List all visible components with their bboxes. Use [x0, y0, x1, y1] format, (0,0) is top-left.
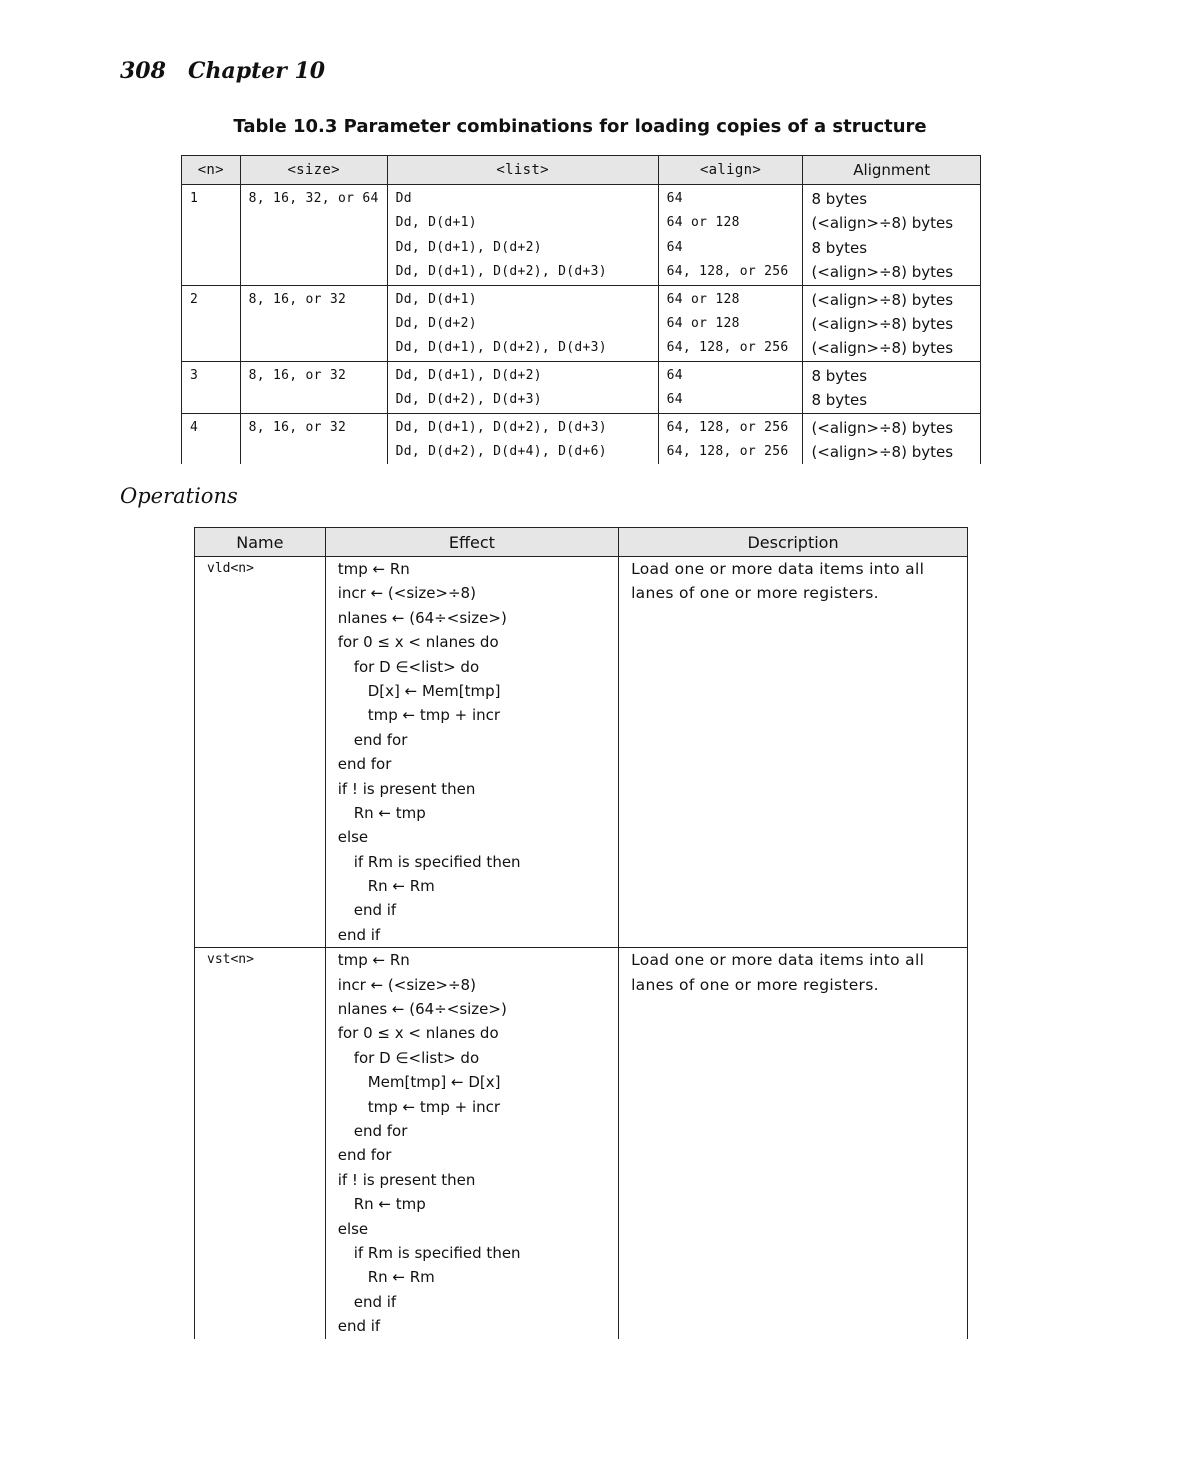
list-value: Dd, D(d+2) [395, 315, 477, 331]
alignment-value: 8 bytes [811, 190, 868, 208]
alignment-value: (<align>÷8) bytes [811, 442, 954, 461]
operations-table [194, 527, 968, 1339]
alignment-value: (<align>÷8) bytes [811, 263, 954, 282]
effect-line: end for [337, 1146, 392, 1165]
effect-line: tmp ← Rn [337, 951, 410, 970]
table-row [195, 948, 968, 1339]
page-header [120, 58, 325, 84]
alignment-cell [803, 413, 981, 464]
op-description: Load one or more data items into all lanes of one or more registers. [619, 948, 968, 1339]
n-cell [182, 185, 241, 286]
alignment-cell [803, 285, 981, 361]
align-value: 64, 128, or 256 [666, 419, 789, 435]
size-cell [240, 361, 387, 413]
list-value: Dd, D(d+1), D(d+2) [395, 367, 542, 383]
op-effect [325, 948, 618, 1339]
table-row [182, 413, 981, 464]
alignment-value: 8 bytes [811, 391, 868, 410]
effect-line: end if [353, 901, 397, 920]
n-value: 4 [190, 419, 199, 435]
alignment-value: 8 bytes [811, 238, 868, 257]
effect-line: tmp ← Rn [337, 560, 410, 578]
effect-line: Rn ← Rm [367, 877, 435, 896]
effect-line: tmp ← tmp + incr [367, 706, 501, 725]
list-value: Dd, D(d+1), D(d+2), D(d+3) [395, 340, 607, 356]
table-row [195, 557, 968, 948]
effect-line: if ! is present then [337, 1170, 476, 1189]
align-cell [658, 361, 803, 413]
op-description: Load one or more data items into all lanes of one or more registers. [619, 557, 968, 948]
n-value: 2 [190, 291, 199, 307]
list-value: Dd [395, 191, 412, 206]
effect-line: incr ← (<size>÷8) [337, 584, 476, 603]
align-value: 64 [666, 367, 683, 383]
list-cell [387, 413, 658, 464]
header-name: Name [195, 528, 326, 557]
effect-line: else [337, 828, 369, 847]
alignment-value: 8 bytes [811, 366, 868, 385]
align-value: 64 or 128 [666, 291, 740, 307]
size-value: 8, 16, or 32 [248, 419, 347, 435]
effect-line: end for [353, 1121, 408, 1140]
list-value: Dd, D(d+1), D(d+2), D(d+3) [395, 419, 607, 435]
parameter-table-header-row [182, 156, 981, 185]
effect-line: end for [337, 755, 392, 774]
table-row [182, 361, 981, 413]
header-effect: Effect [325, 528, 618, 557]
list-cell [387, 185, 658, 286]
effect-line: if ! is present then [337, 779, 476, 798]
effect-line: D[x] ← Mem[tmp] [367, 681, 501, 700]
effect-line: Rn ← Rm [367, 1268, 435, 1287]
effect-line: for 0 ≤ x < nlanes do [337, 1024, 499, 1043]
effect-line: end if [337, 925, 381, 944]
size-value: 8, 16, or 32 [248, 367, 347, 383]
header-alignment: Alignment [803, 156, 981, 185]
effect-line: nlanes ← (64÷<size>) [337, 608, 507, 627]
size-value: 8, 16, 32, or 64 [248, 191, 379, 206]
n-cell [182, 413, 241, 464]
header-description: Description [619, 528, 968, 557]
align-value: 64 [666, 191, 683, 206]
chapter-title: Chapter 10 [187, 58, 326, 84]
align-value: 64 [666, 239, 683, 255]
alignment-value: (<align>÷8) bytes [811, 314, 954, 333]
section-title: Operations [120, 484, 238, 508]
list-cell [387, 361, 658, 413]
n-cell [182, 285, 241, 361]
alignment-value: (<align>÷8) bytes [811, 290, 954, 309]
align-cell [658, 285, 803, 361]
list-value: Dd, D(d+2), D(d+3) [395, 392, 542, 408]
align-value: 64, 128, or 256 [666, 340, 789, 356]
op-name: vst<n> [195, 948, 326, 1339]
list-cell [387, 285, 658, 361]
table-row [182, 185, 981, 286]
effect-line: if Rm is specified then [353, 852, 521, 871]
list-value: Dd, D(d+1), D(d+2) [395, 239, 542, 255]
size-cell [240, 185, 387, 286]
op-name: vld<n> [195, 557, 326, 948]
alignment-value: (<align>÷8) bytes [811, 418, 954, 437]
align-cell [658, 185, 803, 286]
effect-line: if Rm is specified then [353, 1243, 521, 1262]
alignment-cell [803, 361, 981, 413]
size-cell [240, 413, 387, 464]
effect-line: nlanes ← (64÷<size>) [337, 1000, 507, 1019]
effect-line: Rn ← tmp [353, 1195, 426, 1214]
operations-table-header-row [195, 528, 968, 557]
size-cell [240, 285, 387, 361]
effect-line: incr ← (<size>÷8) [337, 975, 476, 994]
header-n: <n> [182, 156, 241, 185]
page-number: 308 [120, 58, 166, 84]
align-value: 64, 128, or 256 [666, 264, 789, 280]
effect-line: tmp ← tmp + incr [367, 1097, 501, 1116]
n-value: 3 [190, 367, 199, 383]
list-value: Dd, D(d+1), D(d+2), D(d+3) [395, 264, 607, 280]
effect-line: end for [353, 730, 408, 749]
effect-line: end if [337, 1317, 381, 1336]
header-size: <size> [240, 156, 387, 185]
header-list: <list> [387, 156, 658, 185]
size-value: 8, 16, or 32 [248, 291, 347, 307]
op-effect [325, 557, 618, 948]
list-value: Dd, D(d+2), D(d+4), D(d+6) [395, 443, 607, 459]
effect-line: for D ∈<list> do [353, 657, 480, 676]
effect-line: for D ∈<list> do [353, 1048, 480, 1067]
align-value: 64 or 128 [666, 215, 740, 231]
parameter-table [181, 155, 981, 464]
align-cell [658, 413, 803, 464]
effect-line: else [337, 1219, 369, 1238]
list-value: Dd, D(d+1) [395, 291, 477, 307]
align-value: 64 or 128 [666, 315, 740, 331]
align-value: 64, 128, or 256 [666, 443, 789, 459]
n-value: 1 [190, 191, 199, 206]
alignment-value: (<align>÷8) bytes [811, 214, 954, 233]
alignment-value: (<align>÷8) bytes [811, 339, 954, 358]
table-row [182, 285, 981, 361]
effect-line: Mem[tmp] ← D[x] [367, 1073, 501, 1092]
header-align: <align> [658, 156, 803, 185]
n-cell [182, 361, 241, 413]
align-value: 64 [666, 392, 683, 408]
effect-line: for 0 ≤ x < nlanes do [337, 633, 499, 652]
table-caption: Table 10.3 Parameter combinations for loading copies of a structure [233, 116, 927, 137]
alignment-cell [803, 185, 981, 286]
effect-line: end if [353, 1292, 397, 1311]
list-value: Dd, D(d+1) [395, 215, 477, 231]
effect-line: Rn ← tmp [353, 803, 426, 822]
